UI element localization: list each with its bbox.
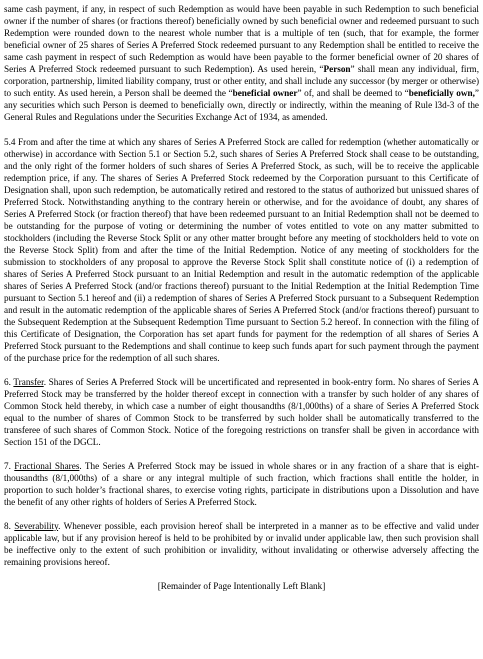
defined-term-beneficial-owner: beneficial owner (232, 88, 298, 98)
section-5-4-paragraph (4, 136, 479, 364)
defined-term-person: Person (323, 64, 351, 74)
section-7-text: . The Series A Preferred Stock may be issued in whole shares or in any fraction of a share that is eight-thousandths (8/1,000ths) of a share or any integral multiple of such fraction, which fractions shall entitle the holder, in proportion to such holder’s fractional shares, to exercise voting rights, participate in distributions upon a Dissolution and have the benefit of any other rights of holders of Series A Preferred Stock. (4, 461, 479, 507)
section-8-paragraph (4, 520, 479, 568)
continuation-text-2: ” shall mean any individual, firm, corporation, partnership, limited liability company, trust or other entity, and shall include any successor (by merger or otherwise) to such entity. As used herein, a Person shall be deemed the “ (4, 64, 479, 98)
section-8-number: 8. (4, 521, 15, 531)
section-6-number: 6. (4, 377, 14, 387)
section-8-text: . Whenever possible, each provision hereof shall be interpreted in a manner as to be effective and valid under applicable law, but if any provision hereof is held to be prohibited by or invalid under applicable law, then such provision shall be ineffective only to the extent of such prohibition or invalidity, without invalidating or otherwise adversely affecting the remaining provisions hereof. (4, 521, 480, 567)
section-7-number: 7. (4, 461, 15, 471)
section-6-heading: Transfer (13, 377, 44, 387)
continuation-text-4: ” any securities which such Person is deemed to beneficially own, directly or indirectly, within the meaning of Rule l3d-3 of the General Rules and Regulations under the Securities Exchange Act of 1934, as amended. (4, 88, 479, 122)
continuation-paragraph (4, 3, 479, 123)
section-6-text: . Shares of Series A Preferred Stock will be uncertificated and represented in book-entry form. No shares of Series A Preferred Stock may be transferred by the holder thereof except in connection with a transfer by such holder of any shares of Common Stock held thereby, in which case a number of eight thousandths (8/1,000ths) of a share of Series A Preferred Stock equal to the number of shares of Common Stock to be transferred by such holder shall be automatically transferred to the transferee of such shares of Common Stock. Notice of the foregoing restrictions on transfer shall be given in accordance with Section 151 of the DGCL. (4, 377, 479, 447)
section-7-heading: Fractional Shares (14, 461, 80, 471)
section-8-heading: Severability (14, 521, 59, 531)
defined-term-beneficially-own: beneficially own, (408, 88, 475, 98)
continuation-text-3: ” of, and shall be deemed to “ (297, 88, 409, 98)
remainder-blank-note: [Remainder of Page Intentionally Left Blank] (157, 581, 326, 591)
section-7-paragraph (4, 460, 479, 508)
continuation-text-1: same cash payment, if any, in respect of such Redemption as would have been payable in such Redemption to such beneficial owner if the number of shares (or fractions thereof) beneficially owned by such beneficial owner and redeemed pursuant to such Redemption were rounded down to the nearest whole number that is a multiple of ten (such, that for example, the former beneficial owner of 25 shares of Series A Preferred Stock redeemed pursuant to any Redemption shall be entitled to receive the same cash payment in respect of such Redemption as would have been payable to the former beneficial owner of 20 shares of Series A Preferred Stock redeemed pursuant to such Redemption). As used herein, “ (4, 4, 479, 74)
section-5-4-text: 5.4 From and after the time at which any shares of Series A Preferred Stock are called for redemption (whether automatically or otherwise) in accordance with Section 5.1 or Section 5.2, such shares of Series A Preferred Stock shall cease to be outstanding, and the only right of the former holders of such shares of Series A Preferred Stock, as such, will be to receive the applicable redemption price, if any. The shares of Series A Preferred Stock redeemed by the Corporation pursuant to this Certificate of Designation shall, upon such redemption, be automatically retired and restored to the status of authorized but unissued shares of Preferred Stock. Notwithstanding anything to the contrary herein or otherwise, and for the avoidance of doubt, any shares of Series A Preferred Stock (or fraction thereof) that have been redeemed pursuant to an Initial Redemption shall not be deemed to be outstanding for the purpose of voting or determining the number of votes entitled to vote on any matter submitted to stockholders (including the Reverse Stock Split or any other matter brought before any meeting of stockholders held to vote on the Reverse Stock Split) from and after the time of the Initial Redemption. Notice of any meeting of stockholders for the submission to stockholders of any proposal to approve the Reverse Stock Split shall constitute notice of (i) a redemption of shares of Series A Preferred Stock pursuant to an Initial Redemption and result in the automatic redemption of the applicable shares of Series A Preferred Stock (and/or fractions thereof) pursuant to the Initial Redemption at the Initial Redemption Time pursuant to Section 5.1 hereof and (ii) a redemption of shares of Series A Preferred Stock pursuant to a Subsequent Redemption and result in the automatic redemption of the applicable shares of Series A Preferred Stock (and/or fractions thereof) pursuant to the Subsequent Redemption at the Subsequent Redemption Time pursuant to Section 5.2 hereof. In connection with the filing of this Certificate of Designation, the Corporation has set apart funds for payment for the redemption of all shares of Series A Preferred Stock pursuant to the Redemptions and shall continue to keep such funds apart for such payment through the payment of the purchase price for the redemption of all such shares. (4, 137, 479, 363)
section-6-paragraph (4, 376, 479, 448)
